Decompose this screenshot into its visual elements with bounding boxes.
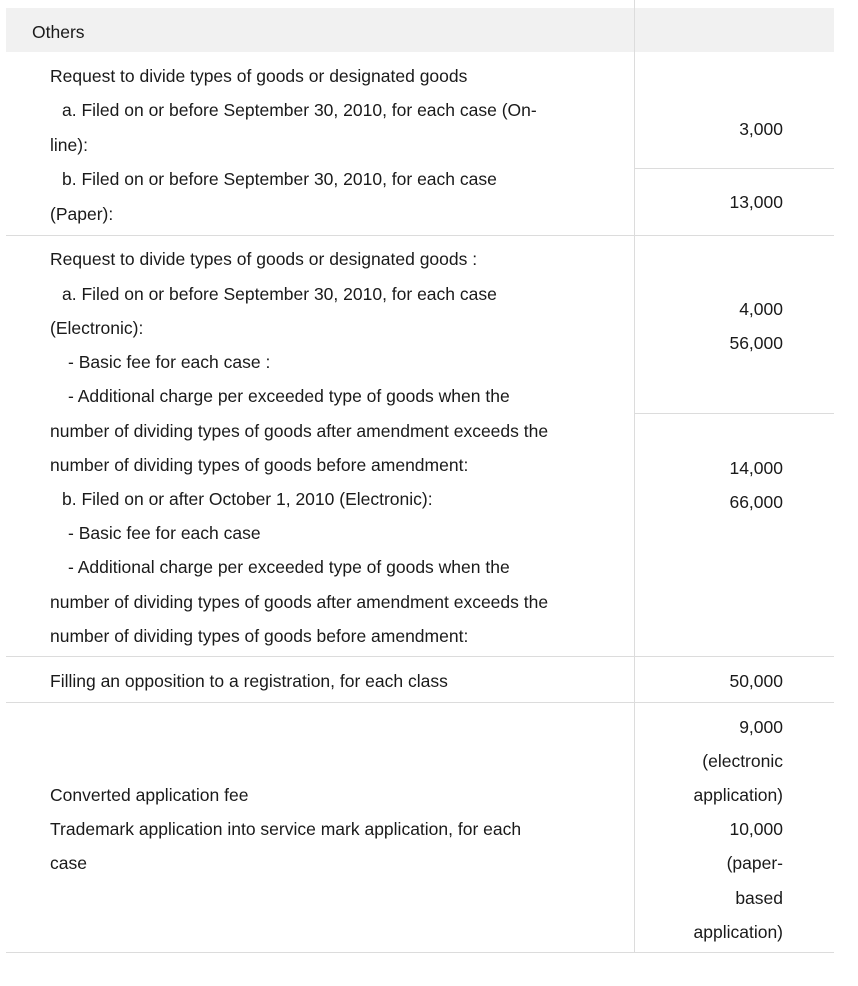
fee-description-line: number of dividing types of goods after amendment exceeds the — [50, 592, 549, 612]
fee-description-line: a. Filed on or before September 30, 2010, for each case — [62, 284, 497, 304]
fee-description-line: b. Filed on or after October 1, 2010 (Electronic): — [62, 489, 433, 509]
fee-amount: 13,000 — [729, 192, 783, 212]
fee-amount: 3,000 — [739, 119, 783, 139]
cell-divider — [634, 413, 834, 414]
fee-amount: (paper- — [726, 853, 783, 873]
fee-amount: application) — [693, 922, 783, 942]
fee-description-line: Trademark application into service mark application, for each — [50, 819, 522, 839]
fee-description-line: - Basic fee for each case : — [68, 352, 271, 372]
fee-amount: 9,000 — [739, 717, 783, 737]
fee-description-line: - Additional charge per exceeded type of goods when the — [68, 386, 510, 406]
fee-description-line: - Additional charge per exceeded type of goods when the — [68, 557, 510, 577]
fee-amount: 56,000 — [729, 333, 783, 353]
fee-description-line: (Paper): — [50, 204, 114, 224]
fee-description-line: number of dividing types of goods before amendment: — [50, 626, 469, 646]
column-divider — [634, 52, 635, 952]
fee-description-line: line): — [50, 135, 88, 155]
fee-description-line: number of dividing types of goods before amendment: — [50, 455, 469, 475]
fee-amount: 10,000 — [729, 819, 783, 839]
fee-description-line: b. Filed on or before September 30, 2010, for each case — [62, 169, 497, 189]
fee-description-line: number of dividing types of goods after amendment exceeds the — [50, 421, 549, 441]
row-divider — [6, 235, 834, 236]
fee-amount: application) — [693, 785, 783, 805]
row-divider — [6, 952, 834, 953]
fee-description-line: Request to divide types of goods or designated goods : — [50, 249, 478, 269]
column-divider — [634, 0, 635, 52]
section-header — [6, 8, 834, 52]
fee-amount: 50,000 — [729, 671, 783, 691]
fee-description-line: case — [50, 853, 87, 873]
fee-description-line: (Electronic): — [50, 318, 144, 338]
row-divider — [6, 702, 834, 703]
fee-description-line: a. Filed on or before September 30, 2010, for each case (On- — [62, 100, 537, 120]
fee-amount: 66,000 — [729, 492, 783, 512]
fee-description-line: - Basic fee for each case — [68, 523, 261, 543]
row-divider — [6, 656, 834, 657]
fee-amount: based — [735, 888, 783, 908]
cell-divider — [634, 168, 834, 169]
fee-description-line: Request to divide types of goods or designated goods — [50, 66, 468, 86]
fee-description-line: Converted application fee — [50, 785, 249, 805]
fee-description-line: Filling an opposition to a registration, for each class — [50, 671, 448, 691]
fee-amount: 4,000 — [739, 299, 783, 319]
fee-amount: (electronic — [702, 751, 783, 771]
section-title: Others — [32, 22, 85, 42]
fee-amount: 14,000 — [729, 458, 783, 478]
